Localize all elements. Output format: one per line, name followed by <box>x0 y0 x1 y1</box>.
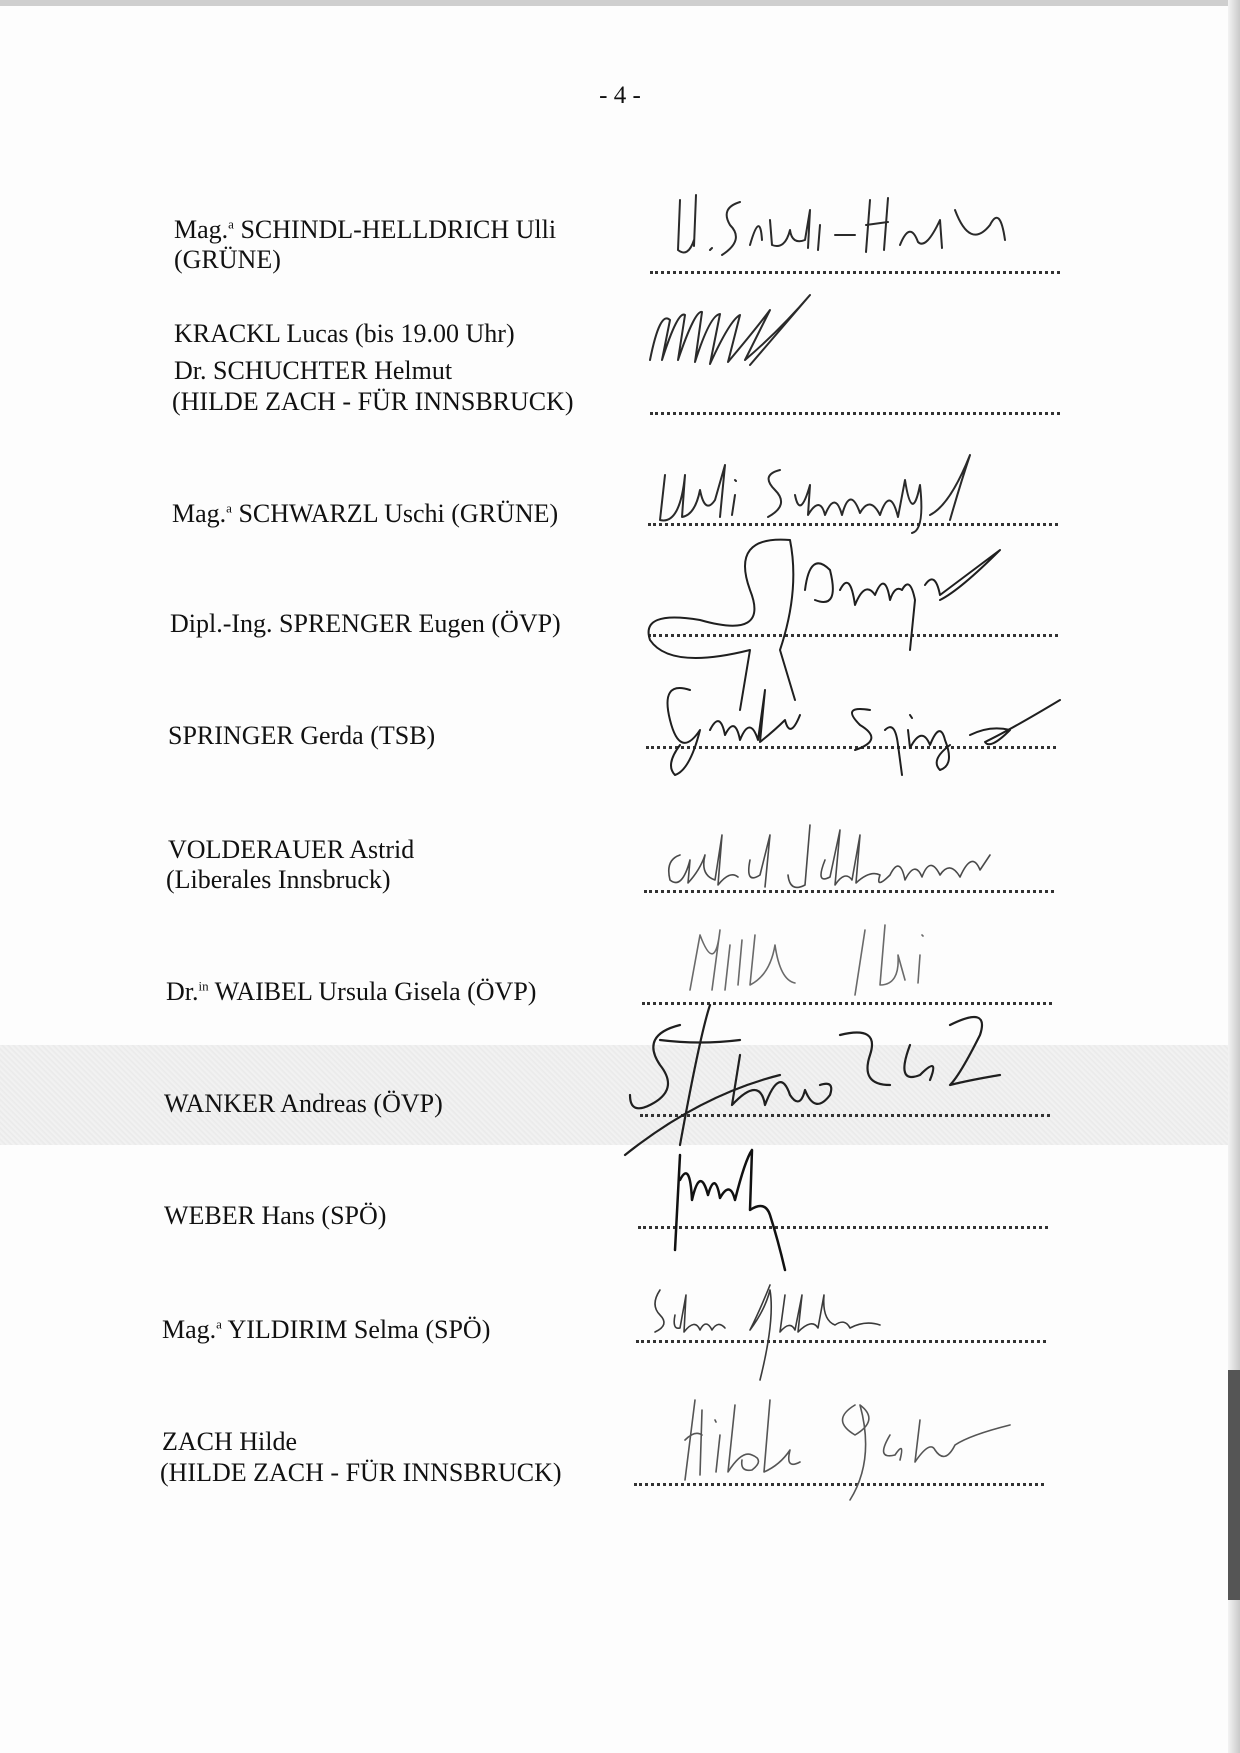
page-number: - 4 - <box>599 82 641 109</box>
signatory-party: (Liberales Innsbruck) <box>166 865 391 894</box>
handwritten-signature-3 <box>650 445 1010 535</box>
signatory-name: ZACH Hilde <box>162 1427 298 1456</box>
handwritten-signature-2 <box>640 290 840 370</box>
signature-line <box>650 271 1060 274</box>
scan-edge-top <box>0 0 1240 6</box>
signatory-name: WEBER Hans (SPÖ) <box>164 1201 387 1230</box>
signatory-party: (HILDE ZACH - FÜR INNSBRUCK) <box>160 1458 562 1487</box>
signatory-party: (HILDE ZACH - FÜR INNSBRUCK) <box>172 387 574 416</box>
signatory-name: Mag.$^a$ YILDIRIM Selma (SPÖ) <box>162 1315 491 1344</box>
signatory-name: Mag.$^a$ SCHWARZL Uschi (GRÜNE) <box>172 499 559 528</box>
signatory-name: SPRINGER Gerda (TSB) <box>168 721 436 750</box>
handwritten-signature-1 <box>660 180 1040 270</box>
handwritten-signature-6 <box>660 815 1030 895</box>
signatory-name: Dipl.-Ing. SPRENGER Eugen (ÖVP) <box>170 609 561 638</box>
handwritten-signature-10 <box>640 1270 940 1390</box>
signatory-party: (GRÜNE) <box>174 245 281 274</box>
handwritten-signature-5 <box>640 670 1080 780</box>
signatory-name: Dr.$^{in}$ WAIBEL Ursula Gisela (ÖVP) <box>166 977 537 1006</box>
handwritten-signature-7 <box>680 905 980 995</box>
scan-edge-shadow <box>1228 1370 1240 1600</box>
handwritten-signature-9 <box>660 1140 840 1280</box>
signatory-name: KRACKL Lucas (bis 19.00 Uhr) <box>174 319 515 348</box>
signature-line <box>650 412 1060 415</box>
handwritten-signature-11 <box>680 1380 1060 1510</box>
signatory-name: Dr. SCHUCHTER Helmut <box>174 356 453 385</box>
signatory-name: Mag.$^a$ SCHINDL-HELLDRICH Ulli <box>174 215 557 244</box>
signatory-name: VOLDERAUER Astrid <box>168 835 415 864</box>
signatory-name: WANKER Andreas (ÖVP) <box>164 1089 443 1118</box>
handwritten-signature-8 <box>620 995 1100 1160</box>
